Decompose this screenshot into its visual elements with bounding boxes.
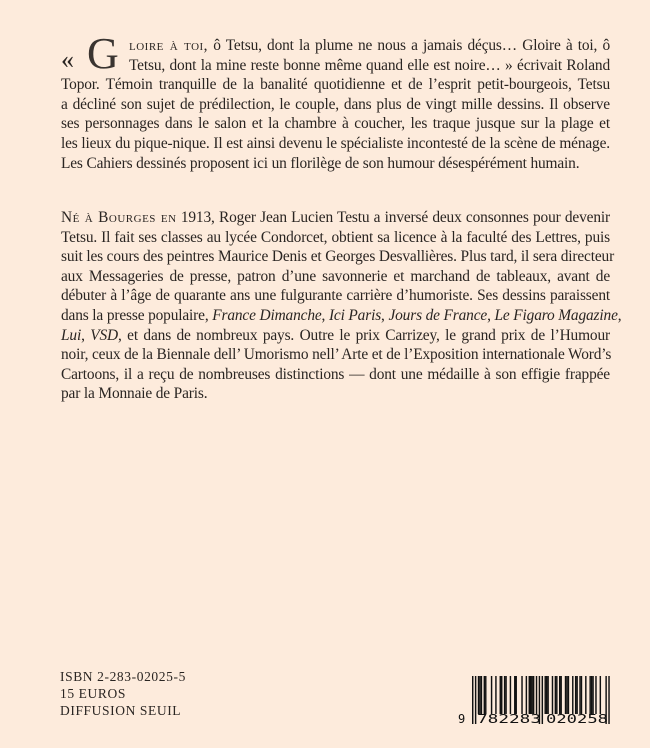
barcode-bar: [479, 676, 480, 714]
bio-line: Tetsu. Il fait ses classes au lycée Condorcet, obtient sa licence à la faculté des Lettres, puis: [61, 228, 610, 246]
barcode-bar: [481, 676, 482, 714]
barcode-bar: [572, 676, 573, 714]
barcode-bar: [585, 676, 586, 714]
barcode-bar: [491, 676, 492, 714]
barcode-bar: [566, 676, 567, 714]
separator: ,: [381, 306, 389, 324]
barcode-bar: [529, 676, 530, 714]
barcode-bar: [546, 676, 547, 714]
barcode-bar: [589, 676, 590, 714]
barcode-bar: [595, 676, 596, 714]
barcode-first-digit: 9: [458, 712, 466, 726]
separator: ,: [487, 306, 495, 324]
separator: ,: [321, 306, 329, 324]
opening-guillemet: «: [61, 45, 74, 74]
barcode-bar: [505, 676, 506, 714]
bio-line: [61, 306, 622, 326]
barcode-bar: [547, 676, 548, 714]
bio-line: aux Messageries de presse, patron d’une savonnerie et marchand de tableaux, avant de: [61, 267, 610, 285]
barcode-bar: [514, 676, 515, 714]
blurb-line: Les Cahiers dessinés proposent ici un florilège de son humour désespérément humain.: [61, 154, 580, 172]
publication-title: France Dimanche: [212, 306, 322, 324]
barcode-bar: [565, 676, 566, 714]
bio-text: , et dans de nombreux pays. Outre le prix Carrizey, le grand prix de l’Humour: [118, 326, 610, 344]
bio-line: suit les cours des peintres Maurice Denis et Georges Desvallières. Plus tard, il sera directeur: [61, 248, 615, 266]
barcode-bar: [552, 676, 553, 714]
blurb-line-text: ô Tetsu, dont la plume ne nous a jamais déçus… Gloire à toi, ô: [208, 37, 611, 54]
publication-title: Lui: [61, 326, 82, 344]
distributor-text: DIFFUSION SEUIL: [60, 703, 182, 718]
barcode-bar: [556, 676, 557, 714]
barcode-bar: [495, 676, 496, 714]
blurb-line: Tetsu, dont la mine reste bonne même quand elle est noire… » écrivait Roland: [129, 56, 610, 74]
small-caps-lead: Né à Bourges en: [61, 209, 177, 226]
barcode-bar: [591, 676, 592, 714]
barcode-bar: [531, 676, 532, 714]
bio-line: [61, 326, 610, 346]
barcode-bar: [575, 676, 576, 714]
blurb-line: ses personnages dans le salon et la chambre à coucher, les traque jusque sur la plage et: [61, 115, 610, 133]
blurb-line: [61, 36, 610, 56]
separator: ,: [617, 306, 622, 324]
bio-line: par la Monnaie de Paris.: [61, 385, 208, 403]
bio-text: dans la presse populaire,: [61, 306, 213, 324]
barcode-bar: [521, 676, 522, 714]
blurb-line: Topor. Témoin tranquille de la banalité quotidienne et de l’esprit petit-bourgeois, Tetsu: [61, 76, 610, 94]
barcode-bar: [533, 676, 534, 714]
publication-title: VSD: [90, 326, 119, 344]
biography-paragraph: [61, 208, 622, 404]
barcode-bar: [592, 676, 593, 714]
blurb-line: les lieux du pique-nique. Il est ainsi devenu le spécialiste incontesté de la scène de ménage.: [61, 134, 610, 152]
barcode-bar: [516, 676, 517, 714]
barcode-bar: [568, 676, 569, 714]
publication-title: Ici Paris: [328, 306, 382, 324]
barcode-bar: [510, 676, 511, 714]
barcode-bar: [500, 676, 501, 714]
barcode-bar: [526, 676, 527, 714]
barcode-bar: [545, 676, 546, 714]
barcode-bar: [559, 676, 560, 714]
colophon: [60, 668, 186, 719]
barcode-left-digits: 782283: [477, 712, 541, 726]
blurb-paragraph: [61, 29, 611, 173]
drop-cap: G: [87, 29, 119, 78]
barcode-bar: [504, 676, 505, 714]
small-caps-lead: loire à toi,: [129, 37, 209, 54]
barcode-bar: [485, 676, 486, 714]
bio-line: Cartoons, il a reçu de nombreuses distinctions — dont une médaille à son effigie frappée: [61, 365, 610, 383]
barcode-guard-bar: [608, 676, 609, 724]
barcode-bar: [530, 676, 531, 714]
publication-title: Le Figaro Magazine: [494, 306, 618, 324]
bio-line: noir, ceux de la Biennale dell’ Umorismo nell’ Arte et de l’Exposition internationale Word’s: [61, 346, 612, 364]
isbn-text: ISBN 2-283-02025-5: [60, 669, 186, 684]
barcode-guard-bar: [542, 676, 543, 724]
separator: ,: [81, 326, 91, 344]
barcode-bar: [576, 676, 577, 714]
barcode-bar: [536, 676, 537, 714]
barcode-bar: [501, 676, 502, 714]
barcode-bar: [600, 676, 601, 714]
barcode-bar: [581, 676, 582, 714]
publication-title: Jours de France: [388, 306, 488, 324]
barcode: [452, 674, 622, 726]
bio-line-text: 1913, Roger Jean Lucien Testu a inversé deux consonnes pour devenir: [176, 209, 610, 226]
barcode-bar: [555, 676, 556, 714]
blurb-line: a décliné son sujet de prédilection, le couple, dans plus de vingt mille dessins. Il observe: [61, 95, 610, 113]
barcode-bar: [484, 676, 485, 714]
price-text: 15 EUROS: [60, 686, 126, 701]
barcode-bar: [560, 676, 561, 714]
barcode-bar: [478, 676, 479, 714]
barcode-bar: [579, 676, 580, 714]
bio-line: [61, 208, 610, 228]
barcode-right-digits: 020258: [546, 712, 608, 726]
bio-line: débuter à l’âge de quarante ans une fulgurante carrière d’humoriste. Ses dessins paraissent: [61, 287, 610, 305]
barcode-guard-bar: [472, 676, 473, 724]
